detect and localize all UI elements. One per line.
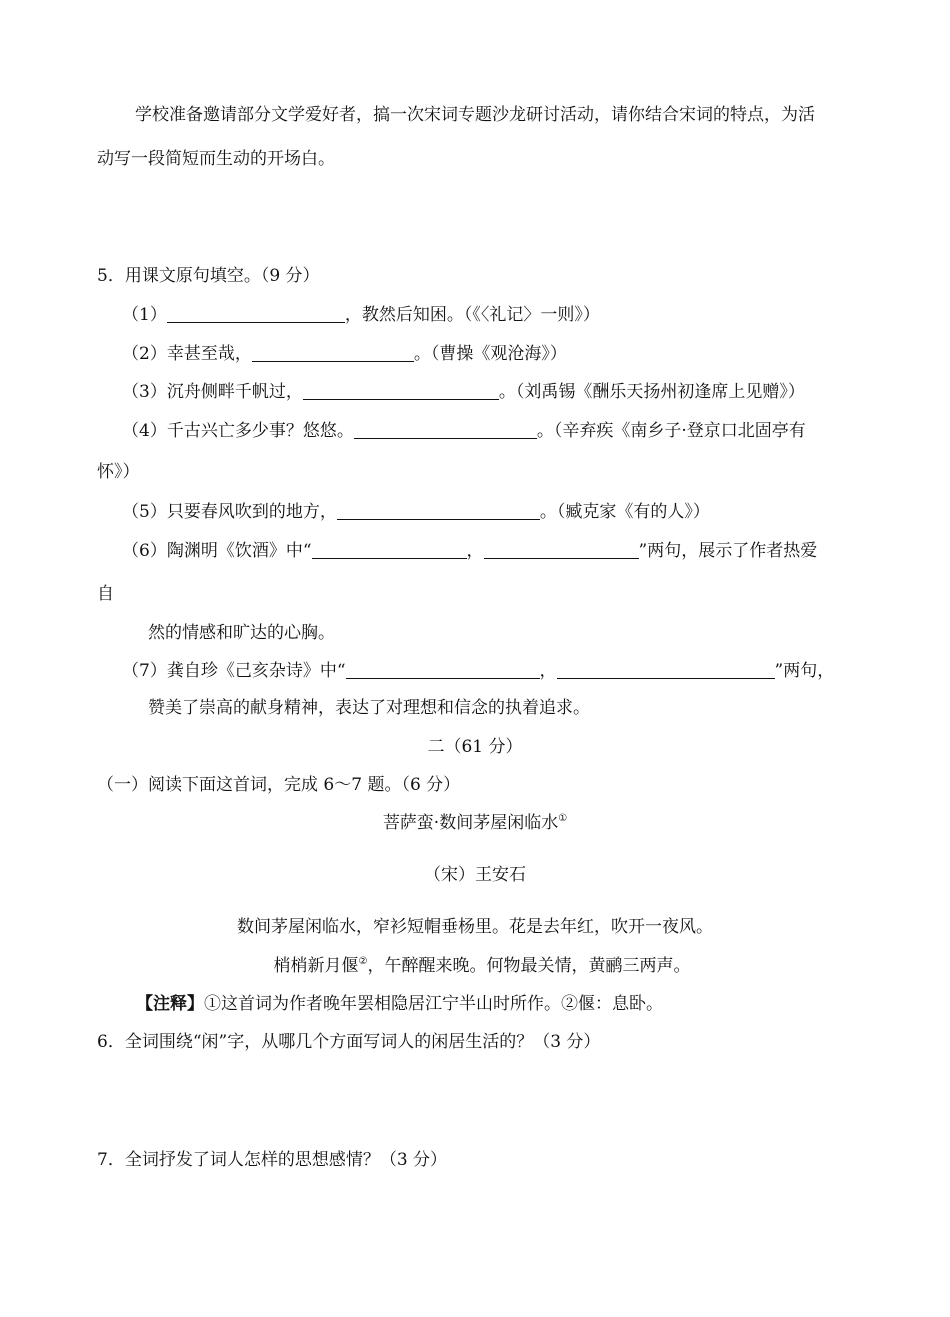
poem-line-2-end: ，午醉醒来晚。何物最关情，黄鹂三两声。 xyxy=(367,956,691,976)
part-1-instruction: （一）阅读下面这首词，完成 6～7 题。（6 分） xyxy=(97,775,461,795)
poem-annotation xyxy=(136,993,663,1015)
item-source: 。（辛弃疾《南乡子·登京口北固亭有 xyxy=(536,421,806,441)
item-separator: ， xyxy=(466,541,484,561)
answer-blank[interactable] xyxy=(167,306,345,323)
item-prompt: （2）幸甚至哉， xyxy=(122,344,252,364)
intro-line-2: 动写一段简短而生动的开场白。 xyxy=(97,149,335,169)
answer-blank[interactable] xyxy=(484,542,639,559)
poem-line-2-start: 梢梢新月偃 xyxy=(273,956,359,976)
poem-line-1: 数间茅屋闲临水，窄衫短帽垂杨里。花是去年红，吹开一夜风。 xyxy=(237,917,713,937)
item-source: ”两句，展示了作者热爱 xyxy=(638,541,818,561)
answer-blank[interactable] xyxy=(252,345,414,362)
q5-item-6-continuation-2: 然的情感和旷达的心胸。 xyxy=(148,623,335,643)
item-separator: ， xyxy=(539,661,557,681)
item-prompt: （4）千古兴亡多少事？悠悠。 xyxy=(122,421,354,441)
annotation-text: ①这首词为作者晚年罢相隐居江宁半山时所作。②偃：息卧。 xyxy=(204,994,663,1014)
q5-item-6 xyxy=(122,540,817,562)
section-2-title: 二（61 分） xyxy=(427,737,523,757)
q5-item-2 xyxy=(122,343,567,365)
question-6: 6．全词围绕“闲”字，从哪几个方面写词人的闲居生活的？（3 分） xyxy=(97,1032,601,1052)
q5-item-4-continuation: 怀》） xyxy=(97,462,140,482)
item-source: 。（曹操《观沧海》） xyxy=(413,344,567,364)
poem-title xyxy=(0,812,950,834)
question-5-title: 5．用课文原句填空。（9 分） xyxy=(97,266,320,286)
question-7: 7．全词抒发了词人怎样的思想感情？（3 分） xyxy=(97,1150,448,1170)
q5-item-1 xyxy=(122,304,600,326)
item-source: 。（臧克家《有的人》） xyxy=(539,502,710,522)
q5-item-5 xyxy=(122,501,710,523)
item-prompt: （3）沉舟侧畔千帆过， xyxy=(122,382,303,402)
poem-title-text: 菩萨蛮·数间茅屋闲临水 xyxy=(382,813,559,833)
answer-blank[interactable] xyxy=(354,422,537,439)
footnote-marker: ② xyxy=(358,956,368,967)
q5-item-3 xyxy=(122,381,805,403)
answer-blank[interactable] xyxy=(337,503,540,520)
answer-blank[interactable] xyxy=(557,662,775,679)
footnote-marker: ① xyxy=(558,813,568,824)
answer-blank[interactable] xyxy=(346,662,540,679)
item-source: ，教然后知困。（《〈礼记〉一则》） xyxy=(344,305,600,325)
q5-item-6-continuation: 自 xyxy=(97,584,114,604)
answer-blank[interactable] xyxy=(312,542,467,559)
annotation-label: 【注释】 xyxy=(136,994,204,1014)
item-prompt: （6）陶渊明《饮酒》中“ xyxy=(122,541,312,561)
item-source: 。（刘禹锡《酬乐天扬州初逢席上见赠》） xyxy=(498,382,805,402)
answer-blank[interactable] xyxy=(303,383,499,400)
item-source: ”两句， xyxy=(774,661,835,681)
item-prompt: （7）龚自珍《己亥杂诗》中“ xyxy=(122,661,346,681)
poem-line-2 xyxy=(0,955,950,977)
item-prompt: （5）只要春风吹到的地方， xyxy=(122,502,337,522)
q5-item-7 xyxy=(122,660,834,682)
intro-line-1: 学校准备邀请部分文学爱好者，搞一次宋词专题沙龙研讨活动，请你结合宋词的特点，为活 xyxy=(135,105,815,125)
q5-item-4 xyxy=(122,420,806,442)
item-number: （1） xyxy=(122,305,167,325)
q5-item-7-continuation: 赞美了崇高的献身精神，表达了对理想和信念的执着追求。 xyxy=(148,698,590,718)
poem-author: （宋）王安石 xyxy=(424,865,526,885)
